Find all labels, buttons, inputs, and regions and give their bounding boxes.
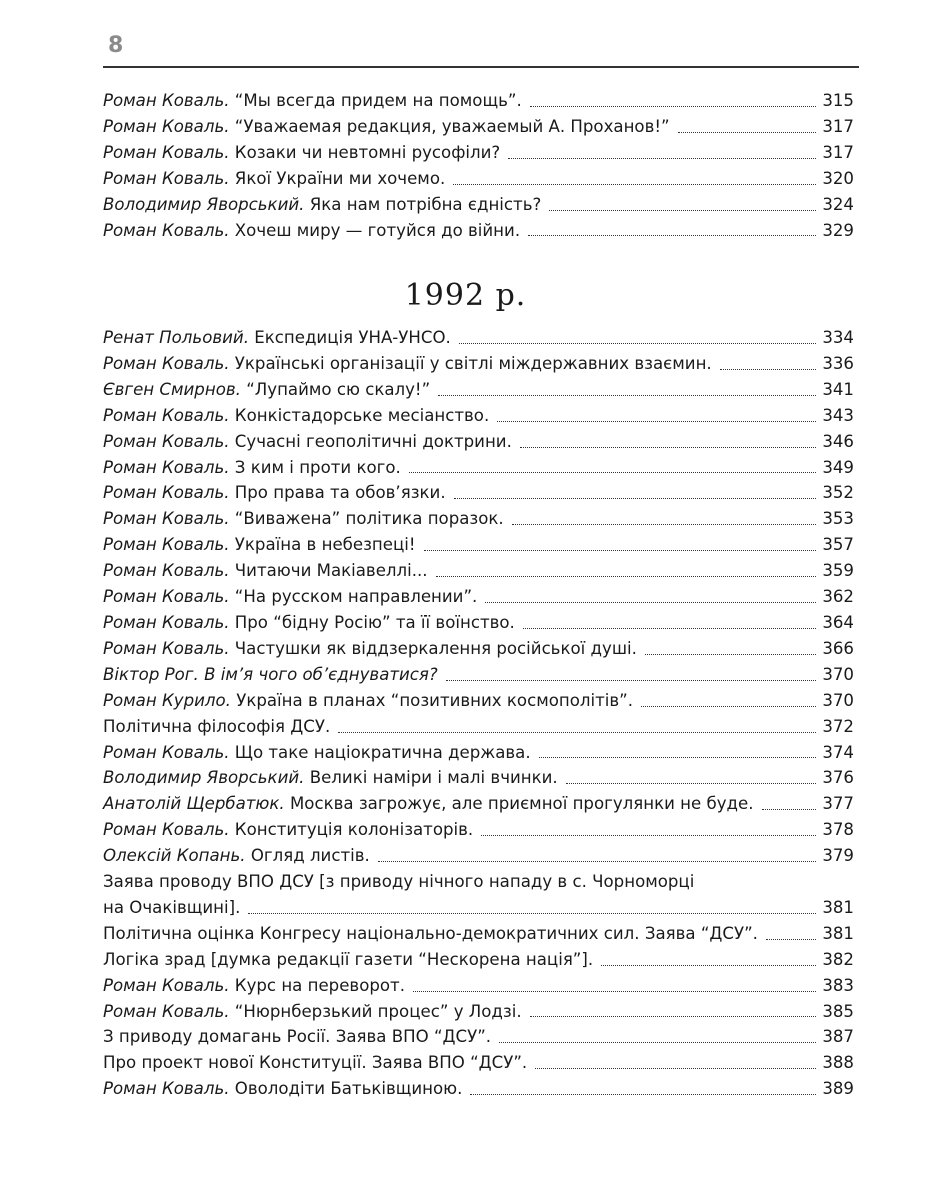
toc-title: Про “бідну Росію” та її воїнство. bbox=[234, 612, 515, 632]
toc-entry[interactable] bbox=[103, 506, 854, 532]
toc-page-number: 349 bbox=[822, 457, 854, 477]
dot-leader bbox=[436, 576, 816, 577]
header-rule bbox=[103, 66, 859, 68]
toc-entry[interactable] bbox=[103, 662, 854, 688]
dot-leader bbox=[508, 158, 816, 159]
toc-entry-text bbox=[103, 765, 558, 791]
toc-entry-text bbox=[103, 351, 712, 377]
toc-title: Козаки чи невтомні русофіли? bbox=[234, 142, 501, 162]
dot-leader bbox=[566, 783, 816, 784]
toc-title: Хочеш миру — готуйся до війни. bbox=[234, 220, 521, 240]
toc-entry-text bbox=[103, 921, 758, 947]
toc-title: Україна в небезпеці! bbox=[234, 535, 416, 555]
toc-author: Роман Коваль. bbox=[103, 587, 230, 607]
dot-leader bbox=[481, 835, 816, 836]
toc-author: Віктор Рог. bbox=[103, 664, 199, 684]
toc-entry[interactable] bbox=[103, 114, 854, 140]
toc-title: Політична філософія ДСУ. bbox=[103, 716, 331, 736]
toc-page-number: 387 bbox=[822, 1027, 854, 1047]
toc-title: Заява проводу ВПО ДСУ [з приводу нічного нападу в с. Чорноморці bbox=[103, 872, 695, 892]
toc-title: Великі наміри і малі вчинки. bbox=[309, 768, 558, 788]
toc-author: Ренат Польовий. bbox=[103, 328, 249, 347]
toc-entry-text bbox=[103, 325, 451, 351]
dot-leader bbox=[530, 1016, 816, 1017]
dot-leader bbox=[470, 1094, 816, 1095]
dot-leader bbox=[528, 235, 816, 236]
toc-page-number: 352 bbox=[822, 483, 854, 503]
dot-leader bbox=[454, 498, 816, 499]
toc-page-number: 341 bbox=[822, 379, 854, 399]
toc-title: Москва загрожує, але приємної прогулянки не буде. bbox=[289, 794, 754, 814]
dot-leader bbox=[248, 913, 816, 914]
toc-author: Роман Коваль. bbox=[103, 168, 230, 188]
toc-author: Анатолій Щербатюк. bbox=[103, 794, 285, 814]
dot-leader bbox=[641, 706, 816, 707]
toc-author: Роман Коваль. bbox=[103, 509, 230, 529]
toc-entry-text bbox=[103, 636, 637, 662]
toc-title: Курс на переворот. bbox=[234, 975, 405, 995]
toc-entry-text bbox=[103, 114, 670, 140]
toc-author: Володимир Яворський. bbox=[103, 768, 305, 788]
toc-page-number: 379 bbox=[822, 846, 854, 866]
toc-author: Роман Коваль. bbox=[103, 1001, 230, 1021]
toc-author: Роман Коваль. bbox=[103, 91, 230, 110]
toc-entry[interactable] bbox=[103, 740, 854, 766]
toc-entry[interactable] bbox=[103, 166, 854, 192]
toc-title: З ким і проти кого. bbox=[234, 457, 401, 477]
toc-entry[interactable] bbox=[103, 351, 854, 377]
toc-entry[interactable] bbox=[103, 1024, 854, 1050]
toc-entry[interactable] bbox=[103, 999, 854, 1025]
toc-author: Роман Коваль. bbox=[103, 457, 230, 477]
toc-entry-text bbox=[103, 455, 401, 481]
dot-leader bbox=[549, 210, 816, 211]
toc-page-number: 320 bbox=[822, 168, 854, 188]
toc-section-1992 bbox=[103, 325, 854, 1102]
toc-page-number: 381 bbox=[822, 923, 854, 943]
toc-entry-text bbox=[103, 1076, 462, 1102]
toc-author: Роман Коваль. bbox=[103, 405, 230, 425]
toc-title: Логіка зрад [думка редакції газети “Нескорена нація”]. bbox=[103, 949, 594, 969]
dot-leader bbox=[497, 421, 816, 422]
toc-title: “Лупаймо сю скалу!” bbox=[246, 379, 431, 399]
toc-entry[interactable] bbox=[103, 869, 854, 921]
toc-author: Олексій Копань. bbox=[103, 846, 246, 866]
dot-leader bbox=[512, 524, 816, 525]
toc-title: “На русском направлении”. bbox=[234, 587, 478, 607]
toc-entry-text bbox=[103, 1050, 527, 1076]
dot-leader bbox=[601, 965, 816, 966]
toc-entry-text bbox=[103, 662, 438, 688]
toc-entry[interactable] bbox=[103, 843, 854, 869]
toc-entry-text bbox=[103, 999, 522, 1025]
toc-entry-line bbox=[103, 895, 854, 921]
toc-entry[interactable] bbox=[103, 973, 854, 999]
toc-title: Конституція колонізаторів. bbox=[234, 820, 474, 840]
toc-entry-text bbox=[103, 166, 445, 192]
toc-author: Роман Коваль. bbox=[103, 638, 230, 658]
toc-entry[interactable] bbox=[103, 325, 854, 351]
toc-entry-text bbox=[103, 947, 593, 973]
toc-entry-text bbox=[103, 740, 531, 766]
dot-leader bbox=[499, 1042, 816, 1043]
toc-entry[interactable] bbox=[103, 947, 854, 973]
toc-entry-text bbox=[103, 403, 489, 429]
dot-leader bbox=[413, 991, 816, 992]
toc-entry[interactable] bbox=[103, 1076, 854, 1102]
toc-entry-line bbox=[103, 869, 854, 895]
toc-entry-text bbox=[103, 140, 500, 166]
toc-author: Євген Смирнов. bbox=[103, 379, 241, 399]
toc-page-number: 388 bbox=[822, 1053, 854, 1073]
toc-author: Роман Коваль. bbox=[103, 1079, 230, 1099]
dot-leader bbox=[678, 132, 816, 133]
toc-page-number: 324 bbox=[822, 194, 854, 214]
dot-leader bbox=[762, 809, 816, 810]
toc-section-top bbox=[103, 88, 854, 243]
toc-entry-text bbox=[103, 429, 512, 455]
toc-entry[interactable] bbox=[103, 429, 854, 455]
toc-author: Роман Коваль. bbox=[103, 561, 230, 581]
toc-entry[interactable] bbox=[103, 403, 854, 429]
toc-entry-text bbox=[103, 843, 370, 869]
dot-leader bbox=[530, 106, 816, 107]
toc-author: Роман Коваль. bbox=[103, 116, 230, 136]
toc-entry-text bbox=[103, 791, 754, 817]
dot-leader bbox=[535, 1068, 816, 1069]
toc-title: Якої України ми хочемо. bbox=[234, 168, 446, 188]
toc-page-number: 374 bbox=[822, 742, 854, 762]
toc-entry[interactable] bbox=[103, 688, 854, 714]
toc-page-number: 377 bbox=[822, 794, 854, 814]
page-number: 8 bbox=[108, 33, 124, 58]
toc-page-number: 366 bbox=[822, 638, 854, 658]
toc-page-number: 362 bbox=[822, 587, 854, 607]
dot-leader bbox=[485, 602, 816, 603]
toc-page-number: 364 bbox=[822, 612, 854, 632]
toc-title: Оволодіти Батьківщиною. bbox=[234, 1079, 463, 1099]
year-heading: 1992 р. bbox=[404, 278, 527, 313]
dot-leader bbox=[766, 939, 816, 940]
toc-entry[interactable] bbox=[103, 88, 854, 114]
toc-page-number: 370 bbox=[822, 690, 854, 710]
dot-leader bbox=[645, 654, 816, 655]
toc-entry[interactable] bbox=[103, 1050, 854, 1076]
dot-leader bbox=[459, 343, 816, 344]
toc-entry[interactable] bbox=[103, 636, 854, 662]
toc-author: Роман Коваль. bbox=[103, 742, 230, 762]
dot-leader bbox=[338, 732, 816, 733]
toc-author: Володимир Яворський. bbox=[103, 194, 305, 214]
dot-leader bbox=[446, 680, 816, 681]
toc-author: Роман Коваль. bbox=[103, 483, 230, 503]
toc-entry-text bbox=[103, 192, 541, 218]
toc-entry-text bbox=[103, 584, 477, 610]
toc-entry[interactable] bbox=[103, 791, 854, 817]
dot-leader bbox=[438, 395, 816, 396]
toc-title: Про проект нової Конституції. Заява ВПО “ДСУ”. bbox=[103, 1053, 528, 1073]
toc-page-number: 346 bbox=[822, 431, 854, 451]
toc-author: Роман Коваль. bbox=[103, 431, 230, 451]
toc-entry-text bbox=[103, 1024, 491, 1050]
toc-page-number: 329 bbox=[822, 220, 854, 240]
toc-entry-text bbox=[103, 610, 515, 636]
toc-author: Роман Коваль. bbox=[103, 220, 230, 240]
toc-title: Огляд листів. bbox=[250, 846, 370, 866]
toc-entry-text bbox=[103, 88, 522, 114]
toc-title: Експедиція УНА-УНСО. bbox=[254, 328, 451, 347]
toc-entry[interactable] bbox=[103, 921, 854, 947]
toc-title: Українські організації у світлі міждержавних взаємин. bbox=[234, 353, 712, 373]
toc-page-number: 385 bbox=[822, 1001, 854, 1021]
toc-page-number: 353 bbox=[822, 509, 854, 529]
toc-entry[interactable] bbox=[103, 558, 854, 584]
toc-entry[interactable] bbox=[103, 765, 854, 791]
toc-entry-text bbox=[103, 714, 330, 740]
toc-title: Яка нам потрібна єдність? bbox=[309, 194, 542, 214]
dot-leader bbox=[424, 550, 816, 551]
toc-entry-text bbox=[103, 869, 694, 895]
toc-entry-text bbox=[103, 480, 446, 506]
toc-page-number: 376 bbox=[822, 768, 854, 788]
toc-title: “Мы всегда придем на помощь”. bbox=[234, 91, 522, 110]
toc-title: Сучасні геополітичні доктрини. bbox=[234, 431, 512, 451]
toc-page-number: 389 bbox=[822, 1079, 854, 1099]
toc-title: В ім’я чого об’єднуватися? bbox=[204, 664, 438, 684]
dot-leader bbox=[520, 447, 816, 448]
toc-entry-text bbox=[103, 973, 405, 999]
toc-entry-text bbox=[103, 558, 428, 584]
toc-author: Роман Коваль. bbox=[103, 612, 230, 632]
dot-leader bbox=[453, 184, 816, 185]
dot-leader bbox=[409, 472, 816, 473]
toc-page-number: 317 bbox=[822, 142, 854, 162]
toc-page-number: 357 bbox=[822, 535, 854, 555]
toc-title: Що таке націократична держава. bbox=[234, 742, 531, 762]
toc-title-continued: на Очаківщині]. bbox=[103, 897, 241, 917]
toc-page-number: 378 bbox=[822, 820, 854, 840]
toc-entry-text bbox=[103, 506, 504, 532]
toc-entry-text bbox=[103, 218, 520, 244]
toc-entry[interactable] bbox=[103, 140, 854, 166]
toc-title: “Виважена” політика поразок. bbox=[234, 509, 504, 529]
toc-page-number: 359 bbox=[822, 561, 854, 581]
toc-page-number: 343 bbox=[822, 405, 854, 425]
toc-title: Політична оцінка Конгресу національно-демократичних сил. Заява “ДСУ”. bbox=[103, 923, 758, 943]
toc-entry-text bbox=[103, 377, 430, 403]
toc-title: Україна в планах “позитивних космополітів”. bbox=[236, 690, 634, 710]
toc-page-number: 317 bbox=[822, 116, 854, 136]
dot-leader bbox=[523, 628, 816, 629]
toc-entry-text bbox=[103, 532, 416, 558]
toc-author: Роман Коваль. bbox=[103, 535, 230, 555]
toc-title: “Нюрнберзький процес” у Лодзі. bbox=[234, 1001, 522, 1021]
toc-entry[interactable] bbox=[103, 817, 854, 843]
toc-entry[interactable] bbox=[103, 532, 854, 558]
toc-entry-text bbox=[103, 688, 633, 714]
toc-entry[interactable] bbox=[103, 714, 854, 740]
toc-page-number: 370 bbox=[822, 664, 854, 684]
toc-title: З приводу домагань Росії. Заява ВПО “ДСУ”. bbox=[103, 1027, 492, 1047]
toc-title: Конкістадорське месіанство. bbox=[234, 405, 490, 425]
dot-leader bbox=[539, 757, 816, 758]
toc-page-number: 372 bbox=[822, 716, 854, 736]
toc-title: Частушки як віддзеркалення російської душі. bbox=[234, 638, 637, 658]
toc-entry[interactable] bbox=[103, 377, 854, 403]
toc-author: Роман Коваль. bbox=[103, 975, 230, 995]
toc-page-number: 334 bbox=[822, 328, 854, 347]
toc-page-number: 336 bbox=[822, 353, 854, 373]
toc-page-number: 315 bbox=[822, 91, 854, 110]
toc-author: Роман Коваль. bbox=[103, 353, 230, 373]
toc-author: Роман Коваль. bbox=[103, 820, 230, 840]
toc-author: Роман Курило. bbox=[103, 690, 231, 710]
toc-page-number: 381 bbox=[822, 897, 854, 917]
toc-page-number: 382 bbox=[822, 949, 854, 969]
toc-entry-text bbox=[103, 817, 473, 843]
toc-page-number: 383 bbox=[822, 975, 854, 995]
dot-leader bbox=[378, 861, 816, 862]
toc-entry[interactable] bbox=[103, 455, 854, 481]
toc-entry[interactable] bbox=[103, 610, 854, 636]
toc-title: “Уважаемая редакция, уважаемый А. Проханов!” bbox=[234, 116, 670, 136]
toc-entry[interactable] bbox=[103, 218, 854, 244]
toc-entry[interactable] bbox=[103, 192, 854, 218]
toc-entry[interactable] bbox=[103, 480, 854, 506]
toc-title: Читаючи Макіавеллі... bbox=[234, 561, 428, 581]
toc-entry[interactable] bbox=[103, 584, 854, 610]
toc-title: Про права та обов’язки. bbox=[234, 483, 446, 503]
toc-author: Роман Коваль. bbox=[103, 142, 230, 162]
dot-leader bbox=[720, 369, 816, 370]
